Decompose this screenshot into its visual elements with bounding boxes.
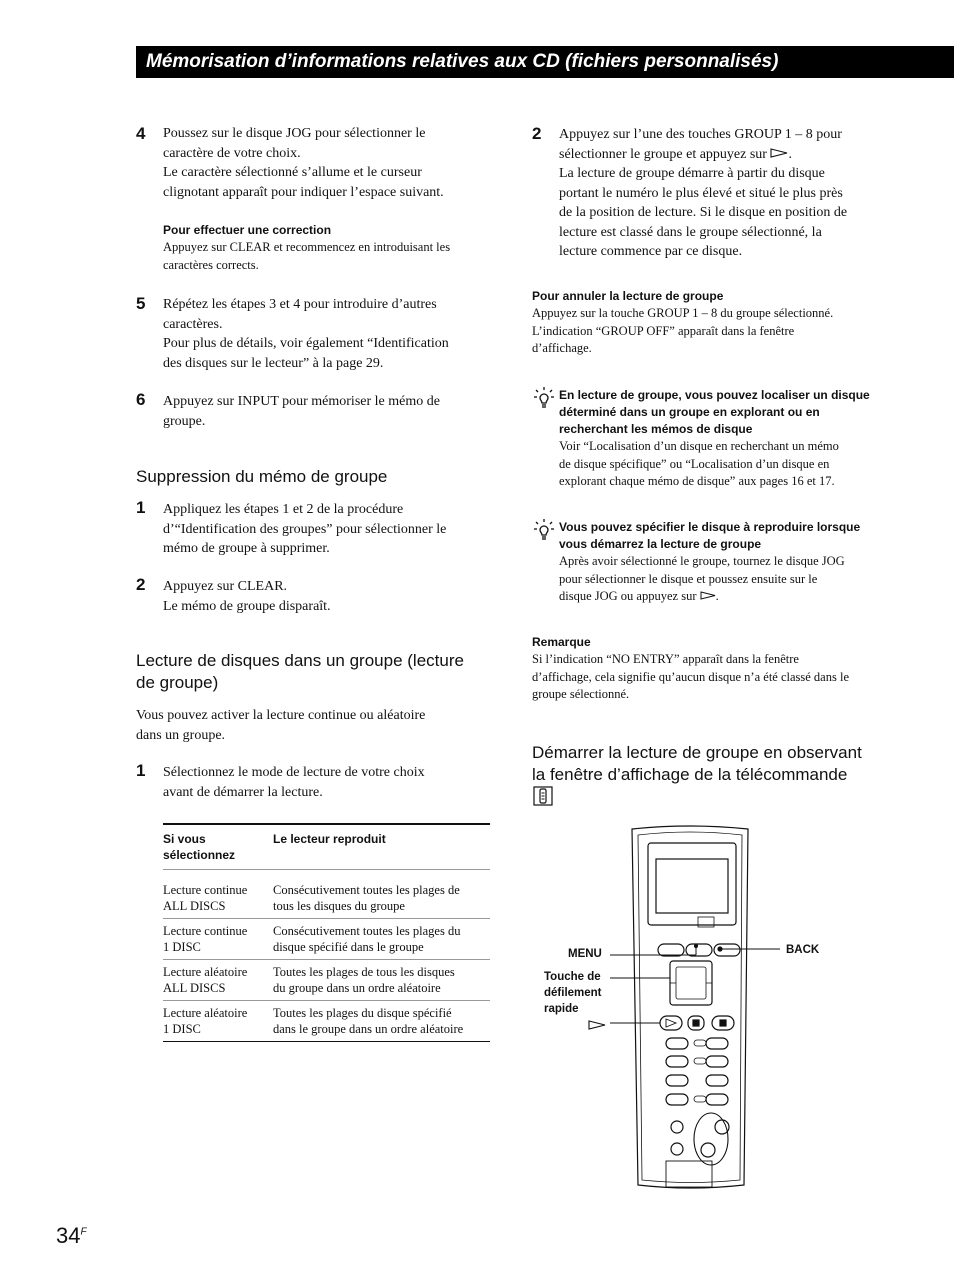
text-line: Appuyez sur la touche GROUP 1 – 8 du groupe sélectionné. <box>532 306 834 320</box>
remote-icon <box>533 786 553 811</box>
play-icon <box>700 588 716 606</box>
text-line: pour sélectionner le disque et poussez ensuite sur le <box>559 571 818 586</box>
step-number: 6 <box>136 390 146 409</box>
page-header: Mémorisation d’informations relatives aux CD (fichiers personnalisés) <box>136 46 954 78</box>
suppression-step-1 <box>163 500 503 559</box>
table-cell: Consécutivement toutes les plages de <box>273 883 460 897</box>
note-title: Pour annuler la lecture de groupe <box>532 289 724 303</box>
remote-control-illustration <box>610 825 860 1200</box>
table-cell: 1 DISC <box>163 1021 201 1036</box>
remarque-note <box>532 634 902 704</box>
tip-2 <box>559 519 904 606</box>
play-icon <box>588 1017 606 1035</box>
text-line: Après avoir sélectionné le groupe, tournez le disque JOG <box>559 554 845 568</box>
text-line: lecture commence par ce disque. <box>559 244 743 260</box>
text-line: avant de démarrer la lecture. <box>163 784 323 800</box>
text-line: Appuyez sur CLEAR et recommencez en introduisant les <box>163 240 451 254</box>
page-number-suffix: F <box>80 1226 87 1238</box>
step-number: 1 <box>136 498 146 517</box>
table-cell: ALL DISCS <box>163 898 226 913</box>
lightbulb-icon <box>533 518 555 547</box>
text-line: d’“Identification des groupes” pour sélectionner le <box>163 521 447 537</box>
section-title-suppression: Suppression du mémo de groupe <box>136 467 388 486</box>
step-number: 4 <box>136 124 146 143</box>
label-line: rapide <box>544 1003 579 1015</box>
text-line: groupe. <box>163 413 206 429</box>
table-cell: tous les disques du groupe <box>273 898 405 913</box>
title-line: de groupe) <box>136 673 219 692</box>
text-line: Répétez les étapes 3 et 4 pour introduire d’autres <box>163 297 437 312</box>
label-touche-defilement <box>544 969 602 1017</box>
table-cell: du groupe dans un ordre aléatoire <box>273 980 441 995</box>
lightbulb-icon <box>533 386 555 415</box>
page-number-value: 34 <box>56 1223 81 1248</box>
title-line: Lecture de disques dans un groupe (lecture <box>136 651 464 670</box>
text-line: mémo de groupe à supprimer. <box>163 541 330 556</box>
section-title-demarrer <box>532 742 932 786</box>
label-back: BACK <box>786 944 820 956</box>
table-row <box>163 1001 490 1042</box>
text-line: La lecture de groupe démarre à partir du disque <box>559 166 825 182</box>
step-number: 2 <box>532 124 542 143</box>
header-text: Si vous <box>163 832 206 846</box>
section-title-lecture <box>136 650 506 694</box>
text-line: caractère de votre choix. <box>163 145 301 161</box>
tip-title: Vous pouvez spécifier le disque à reproduire lorsque <box>559 520 861 534</box>
table-cell: Consécutivement toutes les plages du <box>273 924 461 938</box>
text-line <box>559 588 904 606</box>
table-header-row <box>163 825 490 870</box>
table-cell: Toutes les plages de tous les disques <box>273 965 455 979</box>
text-line: Pour plus de détails, voir également “Identification <box>163 336 449 351</box>
text-part: sélectionner le groupe et appuyez sur <box>559 146 767 162</box>
text-part: . <box>788 146 792 162</box>
text-line: Appuyez sur CLEAR. <box>163 579 288 594</box>
play-mode-table <box>163 823 490 1042</box>
text-line: Sélectionnez le mode de lecture de votre choix <box>163 765 425 780</box>
table-row <box>163 878 490 919</box>
text-part: disque JOG ou appuyez sur <box>559 589 697 603</box>
text-line: clignotant apparaît pour indiquer l’espace suivant. <box>163 184 444 200</box>
step-2-text <box>559 125 899 262</box>
correction-note <box>163 222 503 274</box>
text-line: dans un groupe. <box>136 727 226 743</box>
text-line: explorant chaque mémo de disque” aux pages 16 et 17. <box>559 474 835 488</box>
table-header <box>163 825 273 870</box>
step-number: 1 <box>136 761 146 780</box>
text-line <box>559 145 899 165</box>
play-icon <box>770 145 788 165</box>
step-number: 2 <box>136 575 146 594</box>
table-cell: Toutes les plages du disque spécifié <box>273 1006 452 1020</box>
table-cell: disque spécifié dans le groupe <box>273 939 424 954</box>
note-title: Pour effectuer une correction <box>163 223 332 237</box>
label-line: Touche de <box>544 971 601 983</box>
text-line: caractères corrects. <box>163 257 259 272</box>
text-part: . <box>715 589 719 603</box>
tip-title: vous démarrez la lecture de groupe <box>559 537 762 551</box>
table-cell: Lecture aléatoire <box>163 1006 248 1020</box>
step-6-text <box>163 392 503 431</box>
lecture-step-1 <box>163 763 503 802</box>
text-line: de la position de lecture. Si le disque en position de <box>559 205 848 221</box>
text-line: Appliquez les étapes 1 et 2 de la procédure <box>163 502 404 517</box>
table-row <box>163 960 490 1001</box>
title-line: la fenêtre d’affichage de la télécommande <box>532 765 848 784</box>
text-line: des disques sur le lecteur” à la page 29. <box>163 355 384 371</box>
text-line: d’affichage, cela signifie qu’aucun disque n’a été classé dans le <box>532 669 849 684</box>
annuler-note <box>532 288 902 358</box>
text-line: d’affichage. <box>532 341 592 355</box>
text-line: lecture est classé dans le groupe sélectionné, la <box>559 224 822 240</box>
table-header: Le lecteur reproduit <box>273 832 386 846</box>
table-cell: dans le groupe dans un ordre aléatoire <box>273 1021 464 1036</box>
text-line: portant le numéro le plus élevé et situé le plus près <box>559 185 843 201</box>
table-cell: Lecture aléatoire <box>163 965 248 979</box>
text-line: Appuyez sur l’une des touches GROUP 1 – 8 pour <box>559 127 842 142</box>
step-number: 5 <box>136 294 146 313</box>
text-line: L’indication “GROUP OFF” apparaît dans la fenêtre <box>532 323 795 338</box>
text-line: caractères. <box>163 316 223 332</box>
tip-title: déterminé dans un groupe en explorant ou en <box>559 405 820 419</box>
text-line: Si l’indication “NO ENTRY” apparaît dans la fenêtre <box>532 652 799 666</box>
label-menu: MENU <box>568 948 602 960</box>
text-line: groupe sélectionné. <box>532 687 630 701</box>
header-text: sélectionnez <box>163 848 236 862</box>
table-cell: Lecture continue <box>163 883 248 897</box>
text-line: Le mémo de groupe disparaît. <box>163 598 331 614</box>
text-line: Poussez sur le disque JOG pour sélectionner le <box>163 126 426 141</box>
tip-1 <box>559 387 904 491</box>
step-4-text <box>163 124 503 202</box>
table-cell: ALL DISCS <box>163 980 226 995</box>
table-row <box>163 919 490 960</box>
text-line: Le caractère sélectionné s’allume et le curseur <box>163 165 422 180</box>
text-line: Vous pouvez activer la lecture continue ou aléatoire <box>136 708 426 723</box>
text-line: Appuyez sur INPUT pour mémoriser le mémo de <box>163 394 440 409</box>
suppression-step-2 <box>163 577 503 616</box>
tip-title: En lecture de groupe, vous pouvez localiser un disque <box>559 388 870 402</box>
text-line: Voir “Localisation d’un disque en recherchant un mémo <box>559 439 839 453</box>
tip-title: recherchant les mémos de disque <box>559 422 753 436</box>
table-cell: Lecture continue <box>163 924 248 938</box>
title-line: Démarrer la lecture de groupe en observant <box>532 743 862 762</box>
text-line: de disque spécifique” ou “Localisation d’un disque en <box>559 456 830 471</box>
step-5-text <box>163 295 503 373</box>
table-cell: 1 DISC <box>163 939 201 954</box>
page-number <box>56 1223 87 1249</box>
label-line: défilement <box>544 987 602 999</box>
note-title: Remarque <box>532 635 591 649</box>
lecture-intro <box>136 706 506 745</box>
